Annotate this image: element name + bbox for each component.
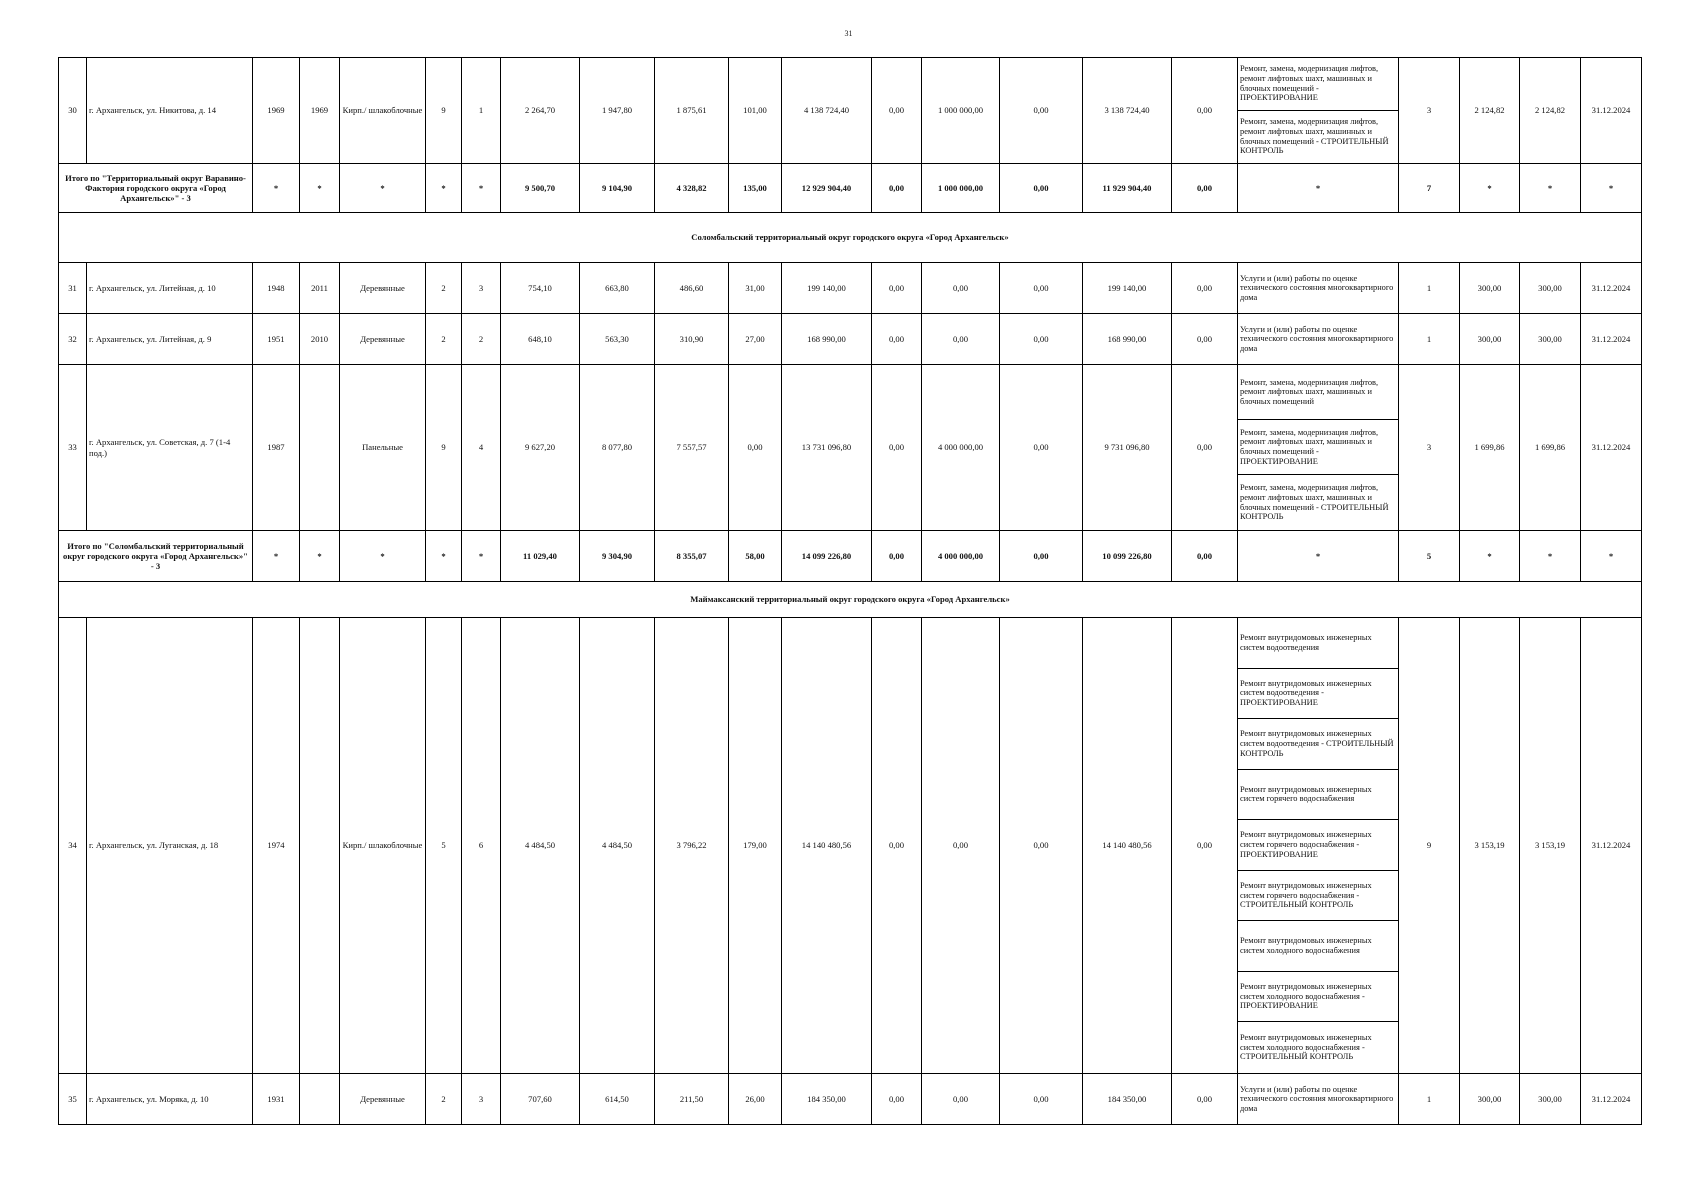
work-type-item: Услуги и (или) работы по оценке технического состояния многоквартирного дома (1240, 1084, 1394, 1113)
table-cell: Панельные (340, 365, 426, 531)
table-cell: 1 699,86 (1520, 365, 1581, 531)
table-cell: 3 (462, 1074, 501, 1125)
table-cell: 1 (1399, 263, 1460, 314)
section-title: Маймаксанский территориальный округ городского округа «Город Архангельск» (59, 582, 1642, 618)
table-cell: 11 929 904,40 (1083, 164, 1172, 213)
work-types-cell (1238, 58, 1399, 164)
table-cell: 300,00 (1520, 263, 1581, 314)
page-number: 31 (844, 29, 853, 38)
table-cell: 1 699,86 (1460, 365, 1520, 531)
table-cell: 300,00 (1460, 314, 1520, 365)
table-cell: 5 (426, 618, 462, 1074)
table-cell: * (253, 531, 300, 582)
work-type-item: Ремонт, замена, модернизация лифтов, ремонт лифтовых шахт, машинных и блочных помещений - ПРОЕКТИРОВАНИЕ (1238, 58, 1398, 111)
table-cell: 486,60 (655, 263, 729, 314)
table-cell: 4 000 000,00 (922, 531, 1000, 582)
table-cell: 1931 (253, 1074, 300, 1125)
table-cell: 1974 (253, 618, 300, 1074)
table-cell: 0,00 (872, 1074, 922, 1125)
table-cell: 0,00 (872, 365, 922, 531)
subtotal-row (59, 531, 1642, 582)
table-cell: 0,00 (922, 1074, 1000, 1125)
work-type-item: Ремонт внутридомовых инженерных систем холодного водоснабжения - СТРОИТЕЛЬНЫЙ КОНТРОЛЬ (1240, 1033, 1372, 1062)
table-cell: 4 328,82 (655, 164, 729, 213)
table-cell: 7 557,57 (655, 365, 729, 531)
work-type-item: Ремонт внутридомовых инженерных систем холодного водоснабжения (1238, 921, 1398, 972)
table-cell: 0,00 (1000, 531, 1083, 582)
table-cell: 9 (1399, 618, 1460, 1074)
table-cell: 648,10 (501, 314, 580, 365)
table-cell: Кирп./ шлакоблочные (340, 58, 426, 164)
work-type-item: Ремонт, замена, модернизация лифтов, ремонт лифтовых шахт, машинных и блочных помещений - СТРОИТЕЛЬНЫЙ КОНТРОЛЬ (1240, 483, 1389, 522)
table-cell: 310,90 (655, 314, 729, 365)
work-type-item: Ремонт внутридомовых инженерных систем горячего водоснабжения (1238, 770, 1398, 821)
table-cell: 0,00 (1172, 531, 1238, 582)
section-title: Соломбальский территориальный округ городского округа «Город Архангельск» (59, 213, 1642, 263)
table-cell: Деревянные (340, 314, 426, 365)
work-type-item: Услуги и (или) работы по оценке технического состояния многоквартирного дома (1240, 324, 1394, 353)
table-cell: * (462, 164, 501, 213)
table-cell: 1 875,61 (655, 58, 729, 164)
table-cell: 0,00 (1000, 58, 1083, 164)
table-cell: 10 099 226,80 (1083, 531, 1172, 582)
table-cell: 9 304,90 (580, 531, 655, 582)
table-cell: 1 000 000,00 (922, 164, 1000, 213)
table-cell: 4 484,50 (580, 618, 655, 1074)
table-cell: 14 140 480,56 (1083, 618, 1172, 1074)
table-cell: * (1581, 164, 1642, 213)
table-cell: 35 (59, 1074, 87, 1125)
table-cell: 31.12.2024 (1581, 1074, 1642, 1125)
table-cell: 0,00 (1172, 263, 1238, 314)
work-type-item: Ремонт, замена, модернизация лифтов, ремонт лифтовых шахт, машинных и блочных помещений - СТРОИТЕЛЬНЫЙ КОНТРОЛЬ (1240, 117, 1389, 156)
table-cell (300, 618, 340, 1074)
work-type-item: Ремонт, замена, модернизация лифтов, ремонт лифтовых шахт, машинных и блочных помещений - ПРОЕКТИРОВАНИЕ (1238, 420, 1398, 475)
table-cell: 31 (59, 263, 87, 314)
table-cell: 58,00 (729, 531, 782, 582)
table-cell: 3 138 724,40 (1083, 58, 1172, 164)
table-cell: 184 350,00 (782, 1074, 872, 1125)
table-cell: 3 (462, 263, 501, 314)
subtotal-label: Итого по "Территориальный округ Варавино-Фактория городского округа «Город Архангельск»" - 3 (59, 164, 253, 213)
table-cell: 31.12.2024 (1581, 314, 1642, 365)
table-cell: 8 355,07 (655, 531, 729, 582)
work-type-item: Ремонт внутридомовых инженерных систем водоотведения - СТРОИТЕЛЬНЫЙ КОНТРОЛЬ (1238, 719, 1398, 770)
table-cell: 1951 (253, 314, 300, 365)
table-cell: 663,80 (580, 263, 655, 314)
table-row (59, 1074, 1642, 1125)
table-cell: 0,00 (1000, 263, 1083, 314)
table-cell: 0,00 (872, 314, 922, 365)
table-cell: 179,00 (729, 618, 782, 1074)
table-cell: Деревянные (340, 1074, 426, 1125)
table-cell: 0,00 (872, 263, 922, 314)
table-cell: 0,00 (729, 365, 782, 531)
table-cell: г. Архангельск, ул. Советская, д. 7 (1-4 под.) (87, 365, 253, 531)
table-cell: 1 (1399, 1074, 1460, 1125)
table-cell: 7 (1399, 164, 1460, 213)
table-row (59, 365, 1642, 531)
table-cell: * (340, 531, 426, 582)
work-types-cell (1238, 263, 1399, 314)
table-cell: 614,50 (580, 1074, 655, 1125)
work-type-item: Ремонт внутридомовых инженерных систем водоотведения (1238, 618, 1398, 669)
table-cell: 4 138 724,40 (782, 58, 872, 164)
table-cell: 32 (59, 314, 87, 365)
table-cell (300, 1074, 340, 1125)
table-cell: г. Архангельск, ул. Литейная, д. 10 (87, 263, 253, 314)
table-cell: 0,00 (1172, 365, 1238, 531)
work-type-item: Ремонт внутридомовых инженерных систем холодного водоснабжения - ПРОЕКТИРОВАНИЕ (1238, 972, 1398, 1023)
table-cell: 168 990,00 (782, 314, 872, 365)
table-cell: * (300, 164, 340, 213)
table-cell: 0,00 (922, 263, 1000, 314)
table-cell: 300,00 (1460, 263, 1520, 314)
table-cell: 9 (426, 58, 462, 164)
table-cell: 3 (1399, 58, 1460, 164)
work-types-cell (1238, 314, 1399, 365)
table-cell: 1969 (253, 58, 300, 164)
table-cell: 26,00 (729, 1074, 782, 1125)
table-cell: 9 731 096,80 (1083, 365, 1172, 531)
table-cell: 0,00 (1000, 164, 1083, 213)
table-cell: 199 140,00 (782, 263, 872, 314)
table-cell: 31.12.2024 (1581, 618, 1642, 1074)
table-row (59, 618, 1642, 1074)
work-type-item: Ремонт внутридомовых инженерных систем горячего водоснабжения - ПРОЕКТИРОВАНИЕ (1238, 820, 1398, 871)
table-cell: 14 140 480,56 (782, 618, 872, 1074)
table-cell: 0,00 (872, 618, 922, 1074)
table-cell: * (426, 531, 462, 582)
table-cell: 0,00 (872, 164, 922, 213)
work-type-item: Ремонт, замена, модернизация лифтов, ремонт лифтовых шахт, машинных и блочных помещений (1238, 365, 1398, 420)
table-cell: 2 (426, 263, 462, 314)
table-cell: 1 947,80 (580, 58, 655, 164)
table-cell: 300,00 (1520, 1074, 1581, 1125)
table-cell: 27,00 (729, 314, 782, 365)
table-cell: 6 (462, 618, 501, 1074)
subtotal-row (59, 164, 1642, 213)
table-cell: 2 (426, 1074, 462, 1125)
table-cell: 4 484,50 (501, 618, 580, 1074)
table-cell: * (253, 164, 300, 213)
table-cell: 0,00 (1172, 58, 1238, 164)
table-cell: 0,00 (1172, 1074, 1238, 1125)
table-cell (300, 365, 340, 531)
work-types-cell (1238, 365, 1399, 531)
table-cell: 9 (426, 365, 462, 531)
work-type-item: Ремонт внутридомовых инженерных систем водоотведения - ПРОЕКТИРОВАНИЕ (1238, 669, 1398, 720)
table-cell: 3 153,19 (1460, 618, 1520, 1074)
table-cell: 9 500,70 (501, 164, 580, 213)
table-cell: 9 627,20 (501, 365, 580, 531)
table-cell: 199 140,00 (1083, 263, 1172, 314)
table-cell: 0,00 (1000, 314, 1083, 365)
table-cell: 300,00 (1460, 1074, 1520, 1125)
table-cell: 1 (1399, 314, 1460, 365)
table-cell: 1 000 000,00 (922, 58, 1000, 164)
table-cell: 168 990,00 (1083, 314, 1172, 365)
table-cell: * (1238, 531, 1399, 582)
table-cell: 1969 (300, 58, 340, 164)
table-cell: 13 731 096,80 (782, 365, 872, 531)
table-cell: 3 153,19 (1520, 618, 1581, 1074)
table-cell: 0,00 (1000, 365, 1083, 531)
table-cell: 31.12.2024 (1581, 58, 1642, 164)
section-header-row (59, 213, 1642, 263)
table-cell: 0,00 (872, 531, 922, 582)
table-cell: г. Архангельск, ул. Никитова, д. 14 (87, 58, 253, 164)
table-cell: 14 099 226,80 (782, 531, 872, 582)
table-cell: 211,50 (655, 1074, 729, 1125)
table-cell: 0,00 (922, 314, 1000, 365)
table-cell: 0,00 (1172, 314, 1238, 365)
table-cell: 0,00 (1000, 618, 1083, 1074)
table-cell: 4 000 000,00 (922, 365, 1000, 531)
work-type-item: Услуги и (или) работы по оценке технического состояния многоквартирного дома (1240, 273, 1394, 302)
table-cell: 8 077,80 (580, 365, 655, 531)
table-cell: 31.12.2024 (1581, 365, 1642, 531)
table-cell: г. Архангельск, ул. Литейная, д. 9 (87, 314, 253, 365)
table-cell: 2011 (300, 263, 340, 314)
table-cell: * (1460, 531, 1520, 582)
table-cell: 3 (1399, 365, 1460, 531)
table-cell: 300,00 (1520, 314, 1581, 365)
table-cell: 184 350,00 (1083, 1074, 1172, 1125)
table-cell: 0,00 (1000, 1074, 1083, 1125)
table-cell: * (300, 531, 340, 582)
table-cell: 2 264,70 (501, 58, 580, 164)
table-cell: Кирп./ шлакоблочные (340, 618, 426, 1074)
table-cell: 0,00 (1172, 164, 1238, 213)
table-cell: 0,00 (872, 58, 922, 164)
work-types-cell (1238, 618, 1399, 1074)
table-cell: 2 (462, 314, 501, 365)
table-cell: 707,60 (501, 1074, 580, 1125)
table-row (59, 58, 1642, 164)
table-cell: 31.12.2024 (1581, 263, 1642, 314)
table-cell: 31,00 (729, 263, 782, 314)
table-cell: 3 796,22 (655, 618, 729, 1074)
table-cell: 33 (59, 365, 87, 531)
table-cell: * (1581, 531, 1642, 582)
table-cell: 754,10 (501, 263, 580, 314)
table-cell: 4 (462, 365, 501, 531)
table-cell: 11 029,40 (501, 531, 580, 582)
table-cell: * (340, 164, 426, 213)
table-cell: 5 (1399, 531, 1460, 582)
table-cell: 2 124,82 (1460, 58, 1520, 164)
subtotal-label: Итого по "Соломбальский территориальный округ городского округа «Город Архангельск»" - 3 (59, 531, 253, 582)
table-cell: г. Архангельск, ул. Моряка, д. 10 (87, 1074, 253, 1125)
table-cell: * (426, 164, 462, 213)
table-cell: 1 (462, 58, 501, 164)
capital-repair-table (58, 57, 1642, 1125)
table-cell: 30 (59, 58, 87, 164)
table-cell: 563,30 (580, 314, 655, 365)
table-cell: 2 124,82 (1520, 58, 1581, 164)
table-cell: 2010 (300, 314, 340, 365)
table-row (59, 263, 1642, 314)
table-cell: 9 104,90 (580, 164, 655, 213)
section-header-row (59, 582, 1642, 618)
table-cell: 0,00 (1172, 618, 1238, 1074)
table-cell: 1987 (253, 365, 300, 531)
table-cell: Деревянные (340, 263, 426, 314)
table-cell: 101,00 (729, 58, 782, 164)
table-cell: 0,00 (922, 618, 1000, 1074)
table-cell: г. Архангельск, ул. Луганская, д. 18 (87, 618, 253, 1074)
table-cell: * (1520, 164, 1581, 213)
table-row (59, 314, 1642, 365)
table-cell: 2 (426, 314, 462, 365)
work-type-item: Ремонт внутридомовых инженерных систем горячего водоснабжения - СТРОИТЕЛЬНЫЙ КОНТРОЛЬ (1238, 871, 1398, 922)
table-cell: * (462, 531, 501, 582)
table-cell: * (1460, 164, 1520, 213)
table-cell: * (1520, 531, 1581, 582)
work-types-cell (1238, 1074, 1399, 1125)
table-cell: 34 (59, 618, 87, 1074)
table-cell: 12 929 904,40 (782, 164, 872, 213)
table-cell: 1948 (253, 263, 300, 314)
table-cell: * (1238, 164, 1399, 213)
table-cell: 135,00 (729, 164, 782, 213)
